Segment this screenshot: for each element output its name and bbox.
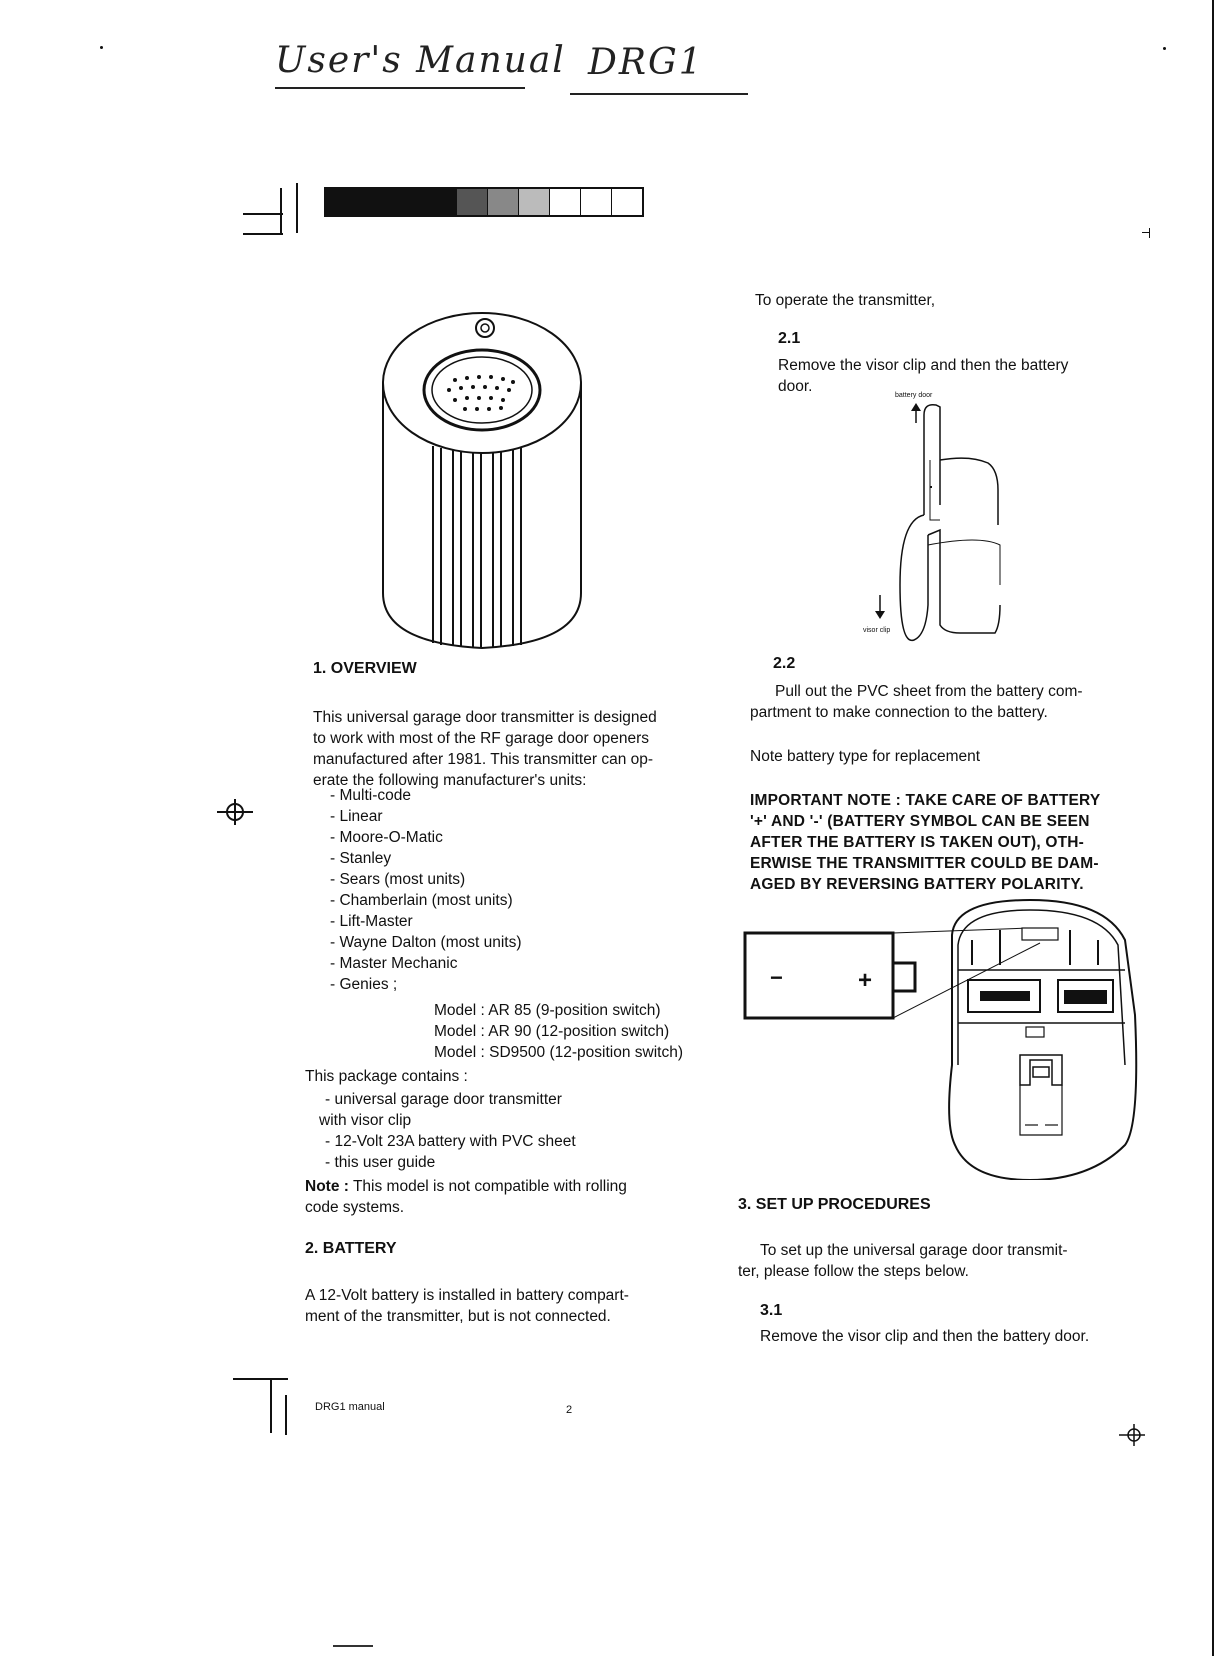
setup-line: ter, please follow the steps below. [738, 1263, 969, 1280]
list-item: with visor clip [319, 1112, 412, 1129]
footer-page-number: 2 [566, 1404, 573, 1416]
important-line: AFTER THE BATTERY IS TAKEN OUT), OTH- [750, 834, 1085, 851]
dip-switch [980, 991, 1030, 1001]
step-line: Remove the visor clip and then the battery [778, 357, 1069, 374]
battery-line: ment of the transmitter, but is not connected. [305, 1308, 611, 1325]
visor-clip-label: visor clip [863, 627, 891, 634]
dip-switch [1064, 990, 1107, 1004]
scan-speck [100, 46, 103, 49]
overview-line: manufactured after 1981. This transmitter can op- [313, 751, 654, 768]
setup-paragraph [738, 1240, 1148, 1282]
step-label: 2.1 [778, 330, 801, 347]
list-item: - Stanley [330, 850, 392, 867]
important-line: '+' AND '-' (BATTERY SYMBOL CAN BE SEEN [750, 813, 1090, 830]
note-label: Note : [305, 1178, 349, 1195]
footer-document-name: DRG1 manual [315, 1401, 385, 1413]
registration-target-icon [215, 797, 255, 827]
package-list [319, 1089, 576, 1173]
list-item: Model : SD9500 (12-position switch) [434, 1044, 683, 1061]
battery-door-label: battery door [895, 392, 933, 399]
genie-model-list [434, 1000, 683, 1063]
crop-mark [233, 1378, 288, 1380]
overview-heading: 1. OVERVIEW [313, 660, 417, 677]
grip-ridges [433, 446, 521, 648]
important-line: AGED BY REVERSING BATTERY POLARITY. [750, 876, 1084, 893]
registration-target-icon [1117, 1420, 1147, 1450]
important-line: ERWISE THE TRANSMITTER COULD BE DAM- [750, 855, 1099, 872]
list-item: - Sears (most units) [330, 871, 466, 888]
battery-polarity-diagram [740, 895, 1150, 1180]
list-item: - Master Mechanic [330, 955, 458, 972]
operate-intro: To operate the transmitter, [755, 292, 936, 309]
overview-paragraph [313, 707, 693, 791]
scan-speck [1163, 47, 1166, 50]
compatibility-note [305, 1176, 705, 1218]
crop-mark [280, 188, 282, 234]
step-3-1-text: Remove the visor clip and then the battery door. [760, 1328, 1090, 1345]
handwritten-model: DRG1 [588, 42, 704, 83]
note-text: code systems. [305, 1199, 405, 1216]
list-item: - Wayne Dalton (most units) [330, 934, 522, 951]
list-item: - Genies ; [330, 976, 398, 993]
step-line: door. [778, 378, 813, 395]
model-underline [570, 93, 748, 95]
step-label: 3.1 [760, 1302, 783, 1319]
battery-line: A 12-Volt battery is installed in battery compart- [305, 1287, 629, 1304]
scan-mark [1149, 228, 1150, 238]
list-item: Model : AR 90 (12-position switch) [434, 1023, 670, 1040]
crop-mark [285, 1395, 287, 1435]
important-note [750, 790, 1150, 895]
scan-mark [333, 1645, 373, 1647]
step-label: 2.2 [773, 655, 796, 672]
crop-mark [243, 213, 283, 215]
setup-heading: 3. SET UP PROCEDURES [738, 1196, 931, 1213]
overview-line: to work with most of the RF garage door openers [313, 730, 649, 747]
list-item: - Chamberlain (most units) [330, 892, 513, 909]
list-item: - universal garage door transmitter [325, 1091, 562, 1108]
list-item: - this user guide [325, 1154, 436, 1171]
crop-mark [270, 1378, 272, 1433]
transmitter-illustration [375, 308, 590, 653]
battery-minus-symbol: − [770, 965, 783, 990]
battery-plus-symbol: + [858, 967, 873, 994]
note-text: This model is not compatible with rolling [348, 1178, 627, 1195]
list-item: - Linear [330, 808, 383, 825]
crop-mark [296, 183, 298, 233]
color-calibration-bar [324, 187, 644, 217]
important-line: IMPORTANT NOTE : TAKE CARE OF BATTERY [750, 792, 1101, 809]
list-item: - Moore-O-Matic [330, 829, 443, 846]
title-underline [275, 87, 525, 89]
battery-type-note: Note battery type for replacement [750, 748, 981, 765]
step-line: Pull out the PVC sheet from the battery com- [775, 683, 1083, 700]
battery-paragraph [305, 1285, 705, 1327]
crop-mark [243, 233, 283, 235]
overview-line: This universal garage door transmitter is designed [313, 709, 657, 726]
setup-line: To set up the universal garage door transmit- [760, 1242, 1068, 1259]
handwritten-title: User's Manual [275, 40, 566, 81]
list-item: - Lift-Master [330, 913, 413, 930]
step-2-2-text [750, 681, 1150, 723]
overview-line: erate the following manufacturer's units: [313, 772, 587, 789]
battery-heading: 2. BATTERY [305, 1240, 397, 1257]
list-item: Model : AR 85 (9-position switch) [434, 1002, 661, 1019]
list-item: - 12-Volt 23A battery with PVC sheet [325, 1133, 576, 1150]
manufacturer-list [330, 785, 522, 995]
package-heading: This package contains : [305, 1068, 468, 1085]
visor-clip-diagram [860, 385, 1010, 665]
list-item: - Multi-code [330, 787, 411, 804]
step-line: partment to make connection to the battery. [750, 704, 1048, 721]
page-edge [1212, 0, 1214, 1656]
